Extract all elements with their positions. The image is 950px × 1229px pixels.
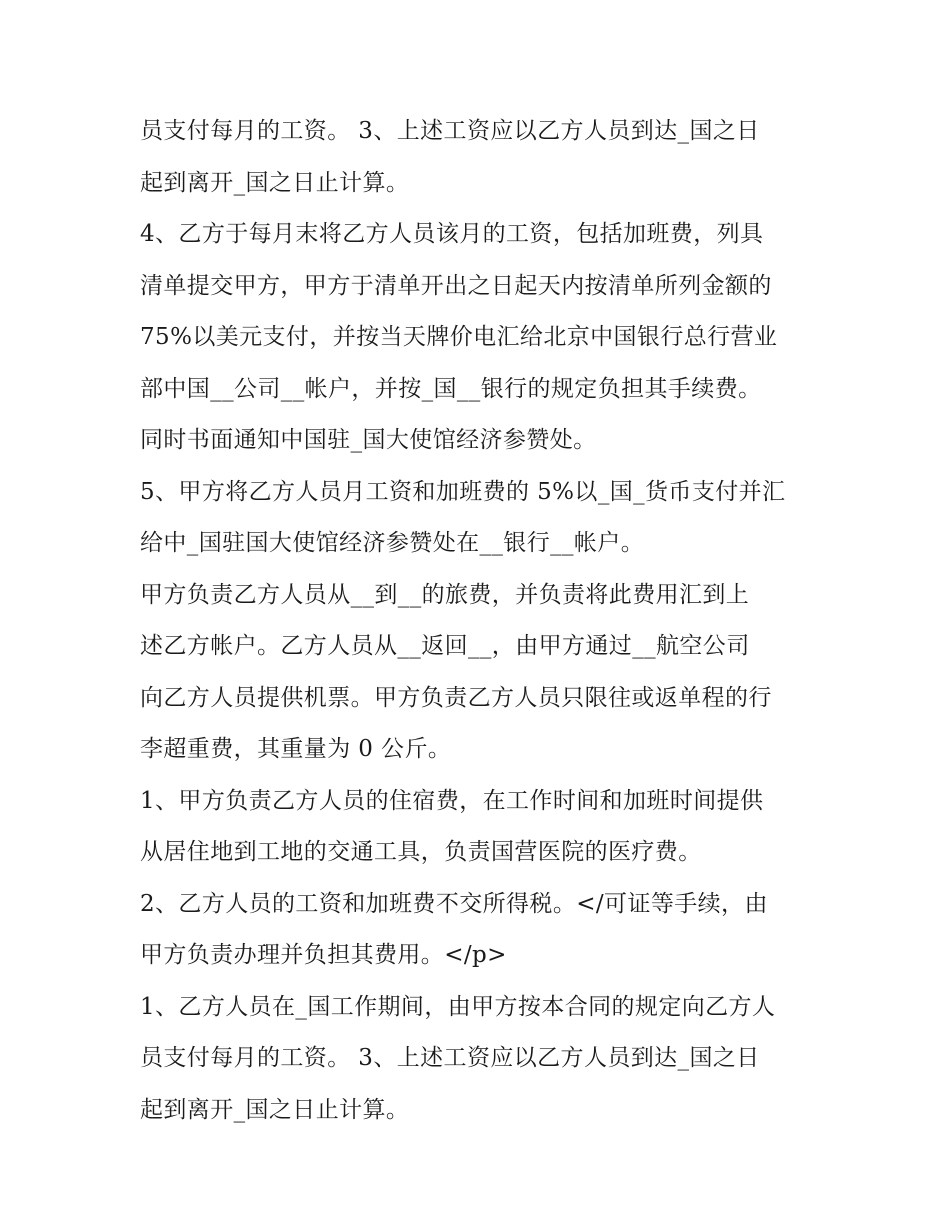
text-line: 甲方负责办理并负担其费用。</p> [140, 942, 507, 968]
text-line: 述乙方帐户。乙方人员从__返回__，由甲方通过__航空公司 [140, 633, 750, 659]
text-line: 5、甲方将乙方人员月工资和加班费的 5%以_国_货币支付并汇 [140, 478, 786, 505]
text-line: 同时书面通知中国驻_国大使馆经济参赞处。 [140, 427, 597, 453]
text-line: 起到离开_国之日止计算。 [140, 1096, 410, 1123]
text-line: 1、乙方人员在_国工作期间，由甲方按本合同的规定向乙方人 [140, 993, 776, 1020]
text-line: 起到离开_国之日止计算。 [140, 169, 410, 196]
text-line: 2、乙方人员的工资和加班费不交所得税。</可证等手续，由 [140, 890, 768, 917]
text-line: 给中_国驻国大使馆经济参赞处在__银行__帐户。 [140, 530, 645, 556]
text-line: 甲方负责乙方人员从__到__的旅费，并负责将此费用汇到上 [140, 581, 750, 608]
text-line: 75%以美元支付，并按当天牌价电汇给北京中国银行总行营业 [140, 324, 778, 350]
text-line: 部中国__公司__帐户，并按_国__银行的规定负担其手续费。 [140, 375, 762, 402]
text-line: 从居住地到工地的交通工具，负责国营医院的医疗费。 [140, 839, 702, 865]
text-line: 1、甲方负责乙方人员的住宿费，在工作时间和加班时间提供 [140, 787, 764, 814]
document-body [140, 106, 820, 1136]
text-line: 员支付每月的工资。 3、上述工资应以乙方人员到达_国之日 [140, 118, 760, 144]
text-line: 向乙方人员提供机票。甲方负责乙方人员只限往或返单程的行 [140, 684, 772, 711]
text-line: 李超重费，其重量为 0 公斤。 [140, 736, 452, 762]
text-line: 清单提交甲方，甲方于清单开出之日起天内按清单所列金额的 [140, 272, 772, 299]
text-line: 员支付每月的工资。 3、上述工资应以乙方人员到达_国之日 [140, 1045, 760, 1071]
text-line: 4、乙方于每月末将乙方人员该月的工资，包括加班费，列具 [140, 221, 764, 247]
